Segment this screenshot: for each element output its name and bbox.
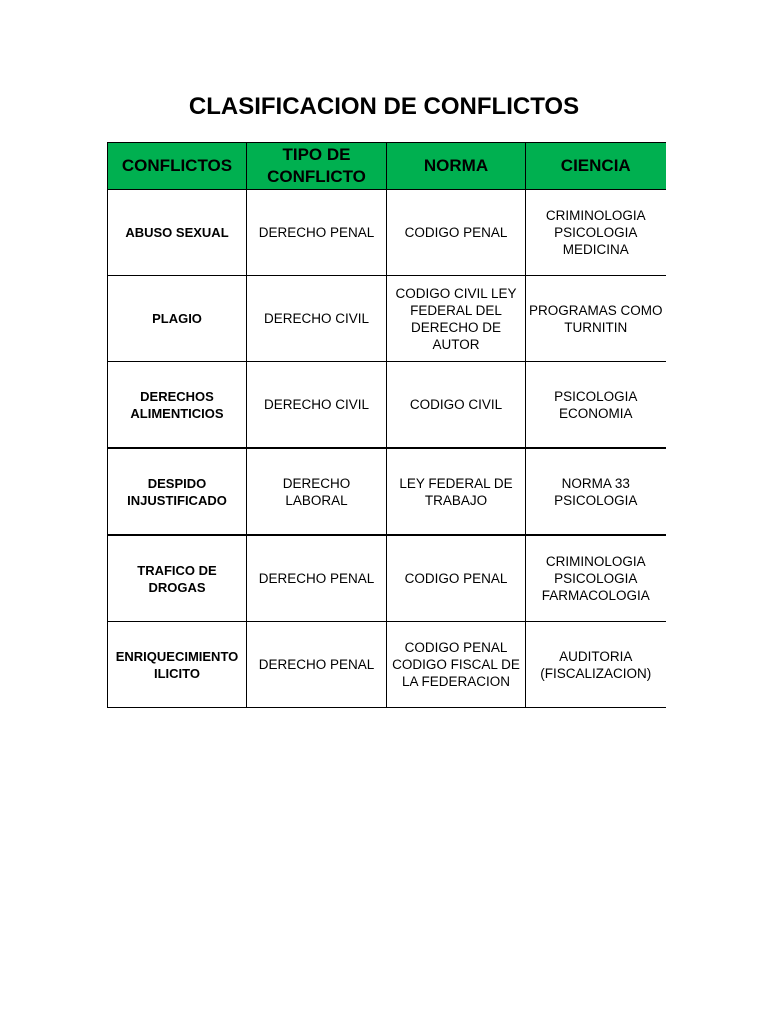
norm-cell: LEY FEDERAL DE TRABAJO [387, 448, 526, 535]
table-row [108, 535, 666, 622]
header-conflictos: CONFLICTOS [108, 143, 247, 190]
conflict-type-cell: DERECHO CIVIL [247, 362, 387, 449]
science-cell: NORMA 33 PSICOLOGIA [526, 448, 666, 535]
science-cell: PSICOLOGIA ECONOMIA [526, 362, 666, 449]
table-row [108, 190, 666, 276]
page-title: CLASIFICACION DE CONFLICTOS [188, 93, 580, 120]
conflict-type-cell: DERECHO PENAL [247, 535, 387, 622]
conflict-cell: DESPIDO INJUSTIFICADO [108, 448, 247, 535]
conflict-cell: TRAFICO DE DROGAS [108, 535, 247, 622]
conflict-type-cell: DERECHO PENAL [247, 190, 387, 276]
science-cell: CRIMINOLOGIA PSICOLOGIA FARMACOLOGIA [526, 535, 666, 622]
norm-cell: CODIGO PENAL [387, 190, 526, 276]
conflict-cell: DERECHOS ALIMENTICIOS [108, 362, 247, 449]
norm-cell: CODIGO PENAL [387, 535, 526, 622]
norm-cell: CODIGO CIVIL LEY FEDERAL DEL DERECHO DE AUTOR [387, 276, 526, 362]
conflict-type-cell: DERECHO LABORAL [247, 448, 387, 535]
table-header-row [108, 143, 666, 190]
header-tipo-de-conflicto: TIPO DE CONFLICTO [247, 143, 387, 190]
science-cell: PROGRAMAS COMO TURNITIN [526, 276, 666, 362]
conflict-type-cell: DERECHO PENAL [247, 622, 387, 708]
norm-cell: CODIGO CIVIL [387, 362, 526, 449]
science-cell: AUDITORIA (FISCALIZACION) [526, 622, 666, 708]
conflict-cell: PLAGIO [108, 276, 247, 362]
header-norma: NORMA [387, 143, 526, 190]
conflicts-table [107, 142, 666, 708]
table-row [108, 362, 666, 449]
conflict-type-cell: DERECHO CIVIL [247, 276, 387, 362]
table-row [108, 276, 666, 362]
table-row [108, 448, 666, 535]
science-cell: CRIMINOLOGIA PSICOLOGIA MEDICINA [526, 190, 666, 276]
header-ciencia: CIENCIA [526, 143, 666, 190]
table-row [108, 622, 666, 708]
conflict-cell: ENRIQUECIMIENTO ILICITO [108, 622, 247, 708]
conflict-cell: ABUSO SEXUAL [108, 190, 247, 276]
norm-cell: CODIGO PENAL CODIGO FISCAL DE LA FEDERACION [387, 622, 526, 708]
